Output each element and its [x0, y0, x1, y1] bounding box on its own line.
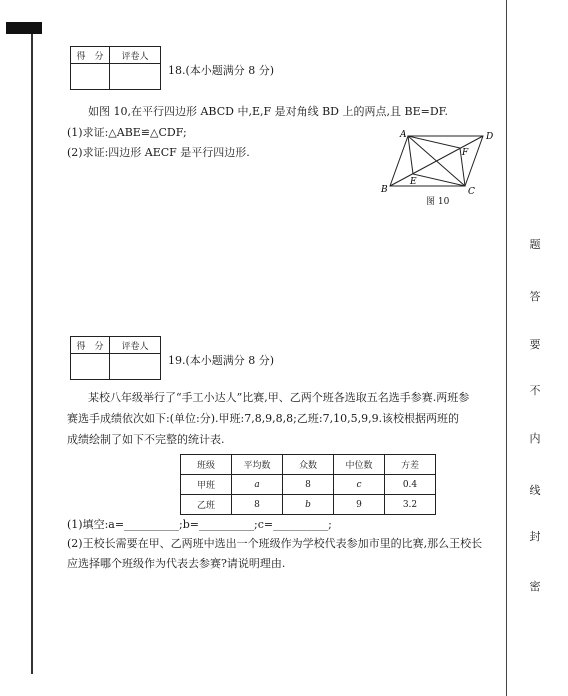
q18-part2: (2)求证:四边形 AECF 是平行四边形. — [67, 146, 250, 159]
q19-para-line1: 某校八年级举行了“手工小达人”比赛,甲、乙两个班各选取五名选手参赛.两班参 — [88, 391, 470, 404]
header-cell: 平均数 — [232, 455, 283, 475]
grader-cell — [110, 64, 161, 90]
label-b: B — [381, 185, 388, 195]
score-cell — [71, 64, 110, 90]
table-cell: c — [334, 475, 385, 495]
header-cell: 众数 — [283, 455, 334, 475]
table-cell: 3.2 — [385, 495, 436, 515]
q19-part2-line1: (2)王校长需要在甲、乙两班中选出一个班级作为学校代表参加市里的比赛,那么王校长 — [67, 537, 483, 550]
label-c: C — [468, 187, 475, 197]
stats-header-row — [181, 455, 436, 475]
figure-caption: 图 10 — [426, 197, 450, 207]
table-cell: b — [283, 495, 334, 515]
table-cell: 甲班 — [181, 475, 232, 495]
sidebar-rule — [506, 0, 507, 696]
header-cell: 方差 — [385, 455, 436, 475]
sidebar-char: 线 — [529, 484, 541, 497]
q19-title: 19.(本小题满分 8 分) — [168, 354, 275, 367]
header-cell: 班级 — [181, 455, 232, 475]
label-d: D — [486, 132, 494, 142]
table-cell: 0.4 — [385, 475, 436, 495]
grader-label: 评卷人 — [110, 47, 161, 64]
sidebar-char: 密 — [529, 580, 541, 593]
header-cell: 中位数 — [334, 455, 385, 475]
label-e: E — [410, 177, 417, 187]
sidebar-char: 不 — [529, 384, 541, 397]
sidebar-char: 要 — [529, 338, 541, 351]
score-label: 得 分 — [71, 47, 110, 64]
stats-table — [180, 454, 436, 515]
q18-part1: (1)求证:△ABE≌△CDF; — [67, 126, 187, 139]
label-f: F — [462, 148, 469, 158]
sidebar-char: 内 — [529, 432, 541, 445]
score-cell — [71, 354, 110, 380]
q19-part2-line2: 应选择哪个班级作为代表去参赛?请说明理由. — [67, 557, 286, 570]
q19-para-line3: 成绩绘制了如下不完整的统计表. — [67, 433, 225, 446]
q19-fill-blanks: (1)填空:a=__________;b=__________;c=__________; — [67, 518, 332, 531]
grader-cell — [110, 354, 161, 380]
binding-line — [31, 34, 33, 674]
score-label: 得 分 — [71, 337, 110, 354]
table-cell: 乙班 — [181, 495, 232, 515]
q18-intro: 如图 10,在平行四边形 ABCD 中,E,F 是对角线 BD 上的两点,且 BE=DF. — [88, 105, 449, 118]
table-cell: 8 — [232, 495, 283, 515]
grader-label: 评卷人 — [110, 337, 161, 354]
score-box-q18 — [70, 46, 161, 90]
q19-para-line2: 赛选手成绩依次如下:(单位:分).甲班:7,8,9,8,8;乙班:7,10,5,9,9.该校根据两班的 — [67, 412, 460, 425]
q18-title: 18.(本小题满分 8 分) — [168, 64, 275, 77]
table-cell: a — [232, 475, 283, 495]
sidebar-char: 封 — [529, 530, 541, 543]
label-a: A — [400, 130, 407, 140]
table-cell: 8 — [283, 475, 334, 495]
table-cell: 9 — [334, 495, 385, 515]
sidebar-char: 答 — [529, 290, 541, 303]
score-box-q19 — [70, 336, 161, 380]
corner-marker — [6, 22, 42, 34]
table-row — [181, 495, 436, 515]
sealing-sidebar — [510, 0, 560, 696]
sidebar-char: 题 — [529, 238, 541, 251]
table-row — [181, 475, 436, 495]
